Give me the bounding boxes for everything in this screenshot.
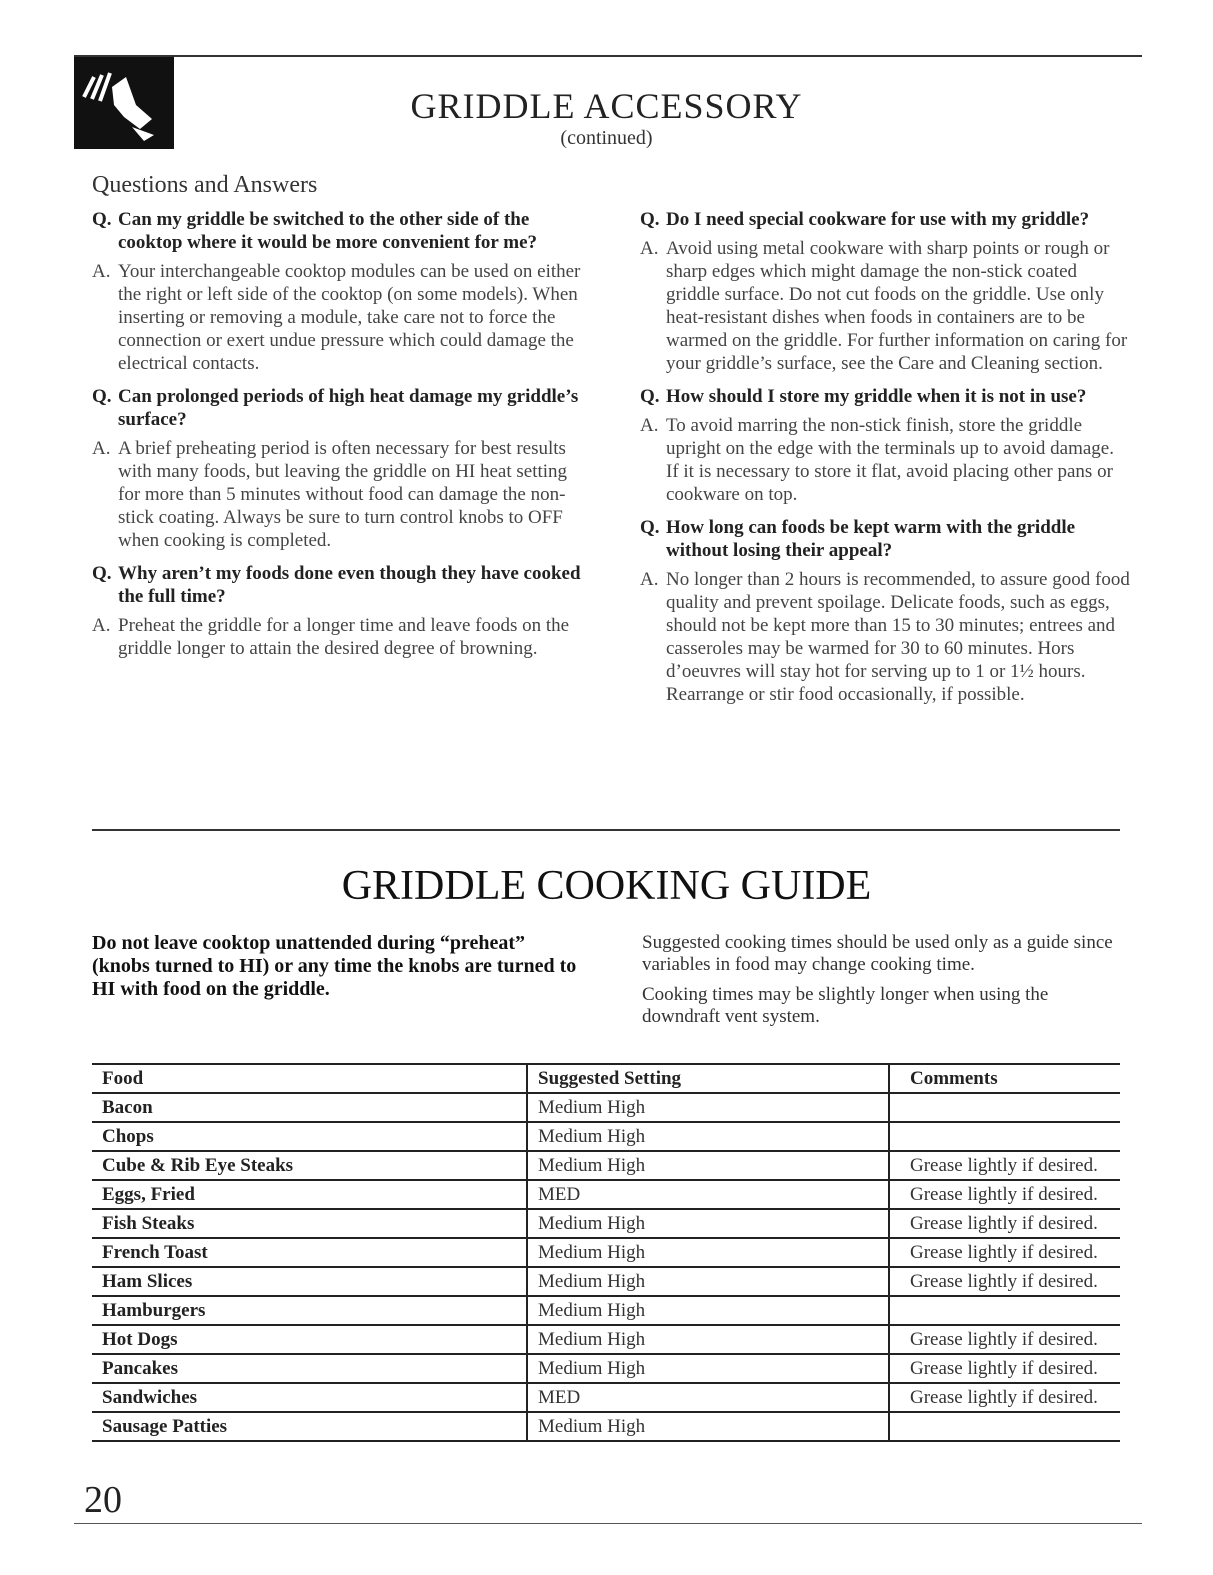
column-header-comments: Comments (889, 1064, 1120, 1093)
setting-cell: Medium High (527, 1354, 889, 1383)
question: Q. Why aren’t my foods done even though they have cooked the full time? (92, 563, 581, 607)
guide-note (642, 932, 1122, 1036)
page-subtitle: (continued) (560, 127, 653, 149)
setting-cell: Medium High (527, 1093, 889, 1122)
setting-cell: Medium High (527, 1122, 889, 1151)
setting-cell: Medium High (527, 1412, 889, 1441)
qa-left-column (92, 208, 582, 670)
comment-cell: Grease lightly if desired. (889, 1238, 1120, 1267)
food-cell: Chops (92, 1122, 527, 1151)
question: Q. Can prolonged periods of high heat damage my griddle’s surface? (92, 386, 579, 430)
note-paragraph: Suggested cooking times should be used only as a guide since variables in food may change cooking time. (642, 932, 1113, 975)
food-cell: Eggs, Fried (92, 1180, 527, 1209)
answer: A. A brief preheating period is often necessary for best results with many foods, but leaving the griddle on HI heat setting for more than 5 minutes without food can damage the non-stick coating. Always be sure to turn control knobs to OFF when cooking is completed. (92, 438, 568, 551)
food-cell: Hamburgers (92, 1296, 527, 1325)
food-cell: Fish Steaks (92, 1209, 527, 1238)
comment-cell: Grease lightly if desired. (889, 1180, 1120, 1209)
comment-cell (889, 1093, 1120, 1122)
comment-cell: Grease lightly if desired. (889, 1267, 1120, 1296)
setting-cell: MED (527, 1383, 889, 1412)
answer: A. Avoid using metal cookware with sharp points or rough or sharp edges which might damage the non-stick coated griddle surface. Do not cut foods on the griddle. Use only heat-resistant dishes when foods in containers are to be warmed on the griddle. For further information on caring for your griddle’s surface, see the Care and Cleaning section. (640, 238, 1128, 374)
comment-cell (889, 1296, 1120, 1325)
comment-cell: Grease lightly if desired. (889, 1151, 1120, 1180)
comment-cell (889, 1412, 1120, 1441)
table-row (92, 1180, 1120, 1209)
qa-heading: Questions and Answers (92, 172, 318, 198)
table-row (92, 1238, 1120, 1267)
qa-item (92, 562, 582, 660)
food-cell: French Toast (92, 1238, 527, 1267)
qa-item (640, 385, 1130, 506)
question: Q. Do I need special cookware for use with my griddle? (640, 209, 1090, 230)
page-number: 20 (84, 1479, 122, 1521)
comment-cell: Grease lightly if desired. (889, 1354, 1120, 1383)
note-paragraph: Cooking times may be slightly longer when using the downdraft vent system. (642, 984, 1049, 1027)
qa-item (92, 208, 582, 375)
qa-item (640, 516, 1130, 706)
answer: A. Your interchangeable cooktop modules can be used on either the right or left side of the cooktop (on some models). When inserting or removing a module, take care not to force the connection or exert undue pressure which could damage the electrical contacts. (92, 261, 581, 374)
table-row (92, 1325, 1120, 1354)
answer: A. Preheat the griddle for a longer time and leave foods on the griddle longer to attain the desired degree of browning. (92, 615, 570, 659)
setting-cell: MED (527, 1180, 889, 1209)
food-cell: Hot Dogs (92, 1325, 527, 1354)
table-header-row (92, 1064, 1120, 1093)
setting-cell: Medium High (527, 1325, 889, 1354)
food-cell: Bacon (92, 1093, 527, 1122)
qa-right-column (640, 208, 1130, 716)
qa-item (640, 208, 1130, 375)
setting-cell: Medium High (527, 1151, 889, 1180)
comment-cell: Grease lightly if desired. (889, 1325, 1120, 1354)
food-cell: Sandwiches (92, 1383, 527, 1412)
comment-cell (889, 1122, 1120, 1151)
table-row (92, 1209, 1120, 1238)
question: Q. How long can foods be kept warm with the griddle without losing their appeal? (640, 517, 1076, 561)
comment-cell: Grease lightly if desired. (889, 1383, 1120, 1412)
food-cell: Pancakes (92, 1354, 527, 1383)
food-cell: Sausage Patties (92, 1412, 527, 1441)
food-cell: Cube & Rib Eye Steaks (92, 1151, 527, 1180)
section-divider (92, 829, 1120, 831)
table-row (92, 1296, 1120, 1325)
table-row (92, 1383, 1120, 1412)
question: Q. Can my griddle be switched to the other side of the cooktop where it would be more convenient for me? (92, 209, 538, 253)
setting-cell: Medium High (527, 1267, 889, 1296)
answer: A. No longer than 2 hours is recommended, to assure good food quality and prevent spoilage. Delicate foods, such as eggs, should not be kept more than 15 to 30 minutes; entrees and casseroles may be warmed for 30 to 60 minutes. Hors d’oeuvres will stay hot for serving up to 1 or 1½ hours. Rearrange or stir food occasionally, if possible. (640, 569, 1130, 705)
setting-cell: Medium High (527, 1296, 889, 1325)
answer: A. To avoid marring the non-stick finish, store the griddle upright on the edge with the terminals up to avoid damage. If it is necessary to store it flat, avoid placing other pans or cookware on top. (640, 415, 1114, 505)
comment-cell: Grease lightly if desired. (889, 1209, 1120, 1238)
table-row (92, 1412, 1120, 1441)
food-cell: Ham Slices (92, 1267, 527, 1296)
guide-title: GRIDDLE COOKING GUIDE (341, 863, 872, 909)
table-row (92, 1267, 1120, 1296)
question: Q. How should I store my griddle when it is not in use? (640, 386, 1087, 407)
setting-cell: Medium High (527, 1209, 889, 1238)
preheat-warning: Do not leave cooktop unattended during “preheat” (knobs turned to HI) or any time the knobs are turned to HI with food on the griddle. (92, 932, 577, 1000)
table-row (92, 1122, 1120, 1151)
setting-cell: Medium High (527, 1238, 889, 1267)
table-row (92, 1093, 1120, 1122)
column-header-setting: Suggested Setting (527, 1064, 889, 1093)
page-title: GRIDDLE ACCESSORY (410, 86, 803, 126)
cooking-guide-table (92, 1063, 1120, 1442)
top-rule (74, 55, 1142, 57)
qa-item (92, 385, 582, 552)
table-row (92, 1354, 1120, 1383)
column-header-food: Food (92, 1064, 527, 1093)
table-row (92, 1151, 1120, 1180)
bottom-rule (74, 1523, 1142, 1524)
